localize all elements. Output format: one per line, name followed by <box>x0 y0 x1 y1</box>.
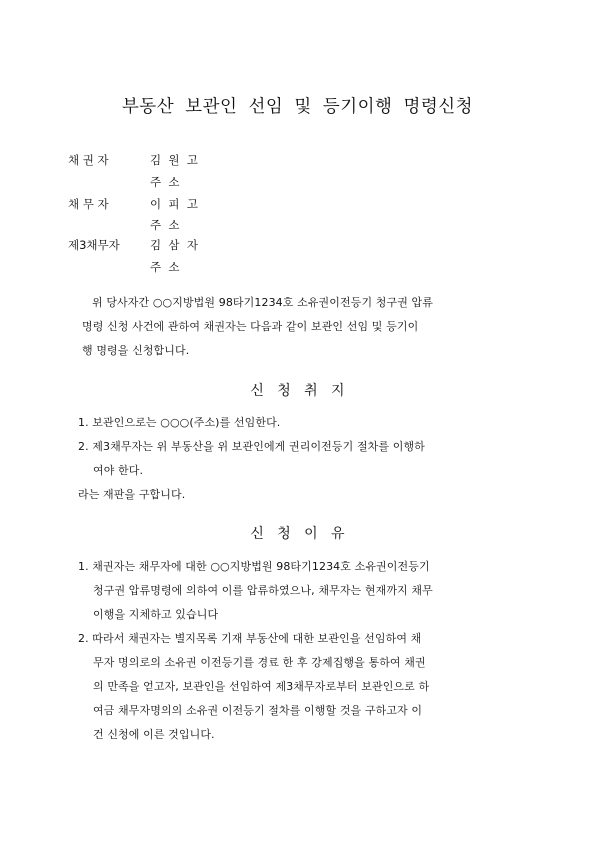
creditor-address-label: 주 소 <box>150 175 180 189</box>
creditor-name: 김 원 고 <box>150 153 198 167</box>
reason-line: 2. 따라서 채권자는 별지목록 기재 부동산에 대한 보관인을 선임하여 채 <box>78 632 422 645</box>
debtor-name: 이 피 고 <box>150 197 198 211</box>
reason-line: 여금 채무자명의의 소유권 이전등기 절차를 이행할 것을 구하고자 이 <box>93 704 423 717</box>
debtor-label: 채 무 자 <box>68 197 109 211</box>
reason-line: 무자 명의로의 소유권 이전등기를 경료 한 후 강제집행을 통하여 채권 <box>93 656 426 669</box>
third-debtor-label: 제3채무자 <box>68 238 120 252</box>
reason-line: 건 신청에 이른 것입니다. <box>93 728 215 741</box>
purpose-line: 2. 제3채무자는 위 부동산을 위 보관인에게 권리이전등기 절차를 이행하 <box>78 440 425 453</box>
purpose-line: 라는 재판을 구합니다. <box>78 488 186 501</box>
reason-line: 1. 채권자는 채무자에 대한 ○○지방법원 98타기1234호 소유권이전등기 <box>78 560 430 573</box>
reason-line: 청구권 압류명령에 의하여 이를 압류하였으나, 채무자는 현재까지 채무 <box>93 584 433 597</box>
creditor-label: 채 권 자 <box>68 153 109 167</box>
document-title: 부동산 보관인 선임 및 등기이행 명령신청 <box>121 97 474 117</box>
reason-line: 의 만족을 얻고자, 보관인을 선임하여 제3채무자로부터 보관인으로 하 <box>93 680 430 693</box>
third-debtor-name: 김 삼 자 <box>150 238 198 252</box>
debtor-address-label: 주 소 <box>150 218 180 232</box>
third-debtor-address-label: 주 소 <box>150 260 180 274</box>
reason-line: 이행을 지체하고 있습니다 <box>93 608 219 621</box>
intro-line: 행 명령을 신청합니다. <box>82 344 190 357</box>
intro-line: 위 당사자간 ○○지방법원 98타기1234호 소유권이전등기 청구권 압류 <box>92 296 433 309</box>
purpose-heading: 신 청 취 지 <box>250 383 345 399</box>
reason-heading: 신 청 이 유 <box>250 526 345 542</box>
purpose-line: 1. 보관인으로는 ○○○(주소)를 선임한다. <box>78 416 281 429</box>
purpose-line: 여야 한다. <box>93 464 144 477</box>
intro-line: 명령 신청 사건에 관하여 채권자는 다음과 같이 보관인 선임 및 등기이 <box>82 320 419 333</box>
